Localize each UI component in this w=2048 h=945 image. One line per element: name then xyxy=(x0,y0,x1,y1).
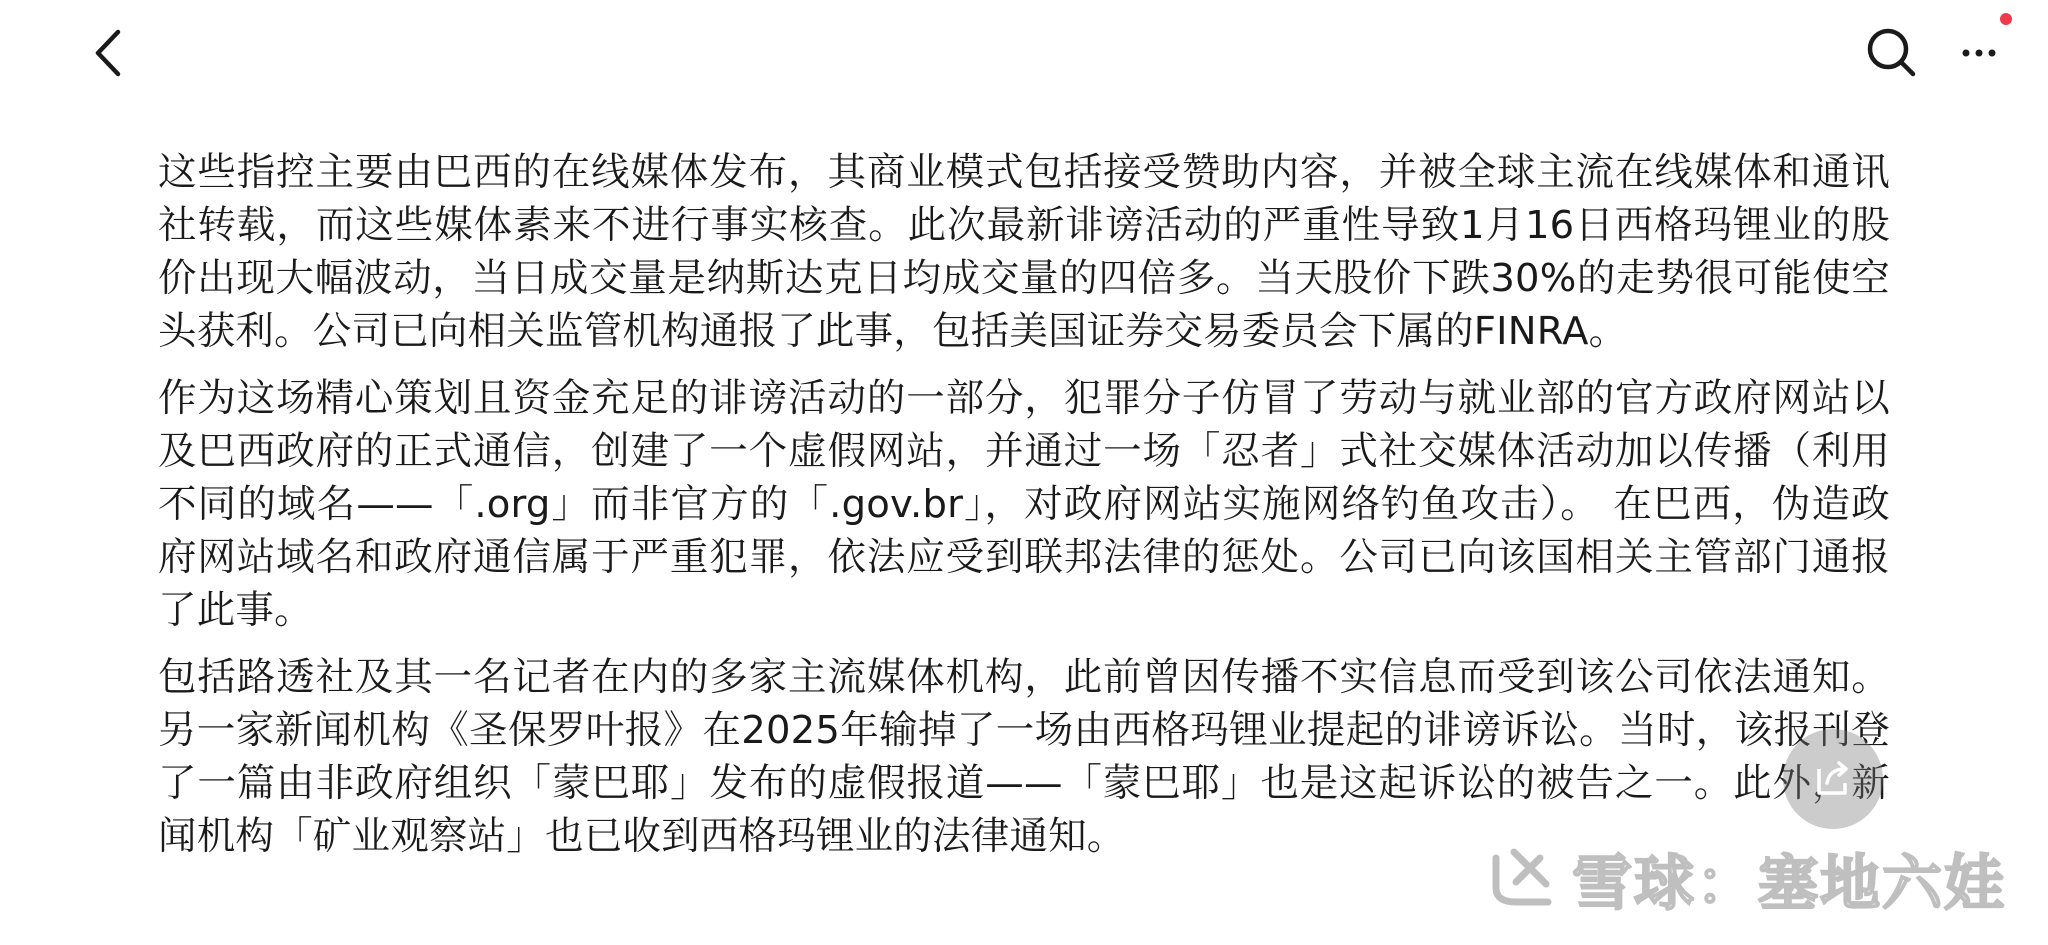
top-navigation-bar xyxy=(0,0,2048,110)
search-button[interactable] xyxy=(1862,22,1922,82)
more-options-button[interactable] xyxy=(1955,22,2015,82)
search-icon xyxy=(1862,22,1922,82)
article-body xyxy=(158,146,1890,877)
article-paragraph: 这些指控主要由巴西的在线媒体发布，其商业模式包括接受赞助内容，并被全球主流在线媒体和通讯社转载，而这些媒体素来不进行事实核查。此次最新诽谤活动的严重性导致1月16日西格玛锂业的股价出现大幅波动，当日成交量是纳斯达克日均成交量的四倍多。当天股价下跌30%的走势很可能使空头获利。公司已向相关监管机构通报了此事，包括美国证券交易委员会下属的FINRA。 xyxy=(158,150,1890,354)
article-paragraph: 包括路透社及其一名记者在内的多家主流媒体机构，此前曾因传播不实信息而受到该公司依法通知。 另一家新闻机构《圣保罗叶报》在2025年输掉了一场由西格玛锂业提起的诽谤诉讼。当时，该报刊登了一篇由非政府组织「蒙巴耶」发布的虚假报道——「蒙巴耶」也是这起诉讼的被告之一。此外，新闻机构「矿业观察站」也已收到西格玛锂业的法律通知。 xyxy=(158,655,1890,859)
back-button[interactable] xyxy=(80,22,140,82)
more-dots-icon xyxy=(1955,22,2015,82)
share-icon xyxy=(1811,757,1855,801)
article-paragraph: 作为这场精心策划且资金充足的诽谤活动的一部分，犯罪分子仿冒了劳动与就业部的官方政府网站以及巴西政府的正式通信，创建了一个虚假网站，并通过一场「忍者」式社交媒体活动加以传播（利用不同的域名——「.org」而非官方的「.gov.br」，对政府网站实施网络钓鱼攻击）。 在巴西，伪造政府网站域名和政府通信属于严重犯罪，依法应受到联邦法律的惩处。公司已向该国相关主管部门通报了此事。 xyxy=(158,376,1890,633)
floating-share-button[interactable] xyxy=(1783,729,1883,829)
chevron-left-icon xyxy=(80,22,140,82)
notification-dot xyxy=(2000,13,2012,25)
watermark-text: 雪球：塞地六娃 xyxy=(1572,849,2006,919)
